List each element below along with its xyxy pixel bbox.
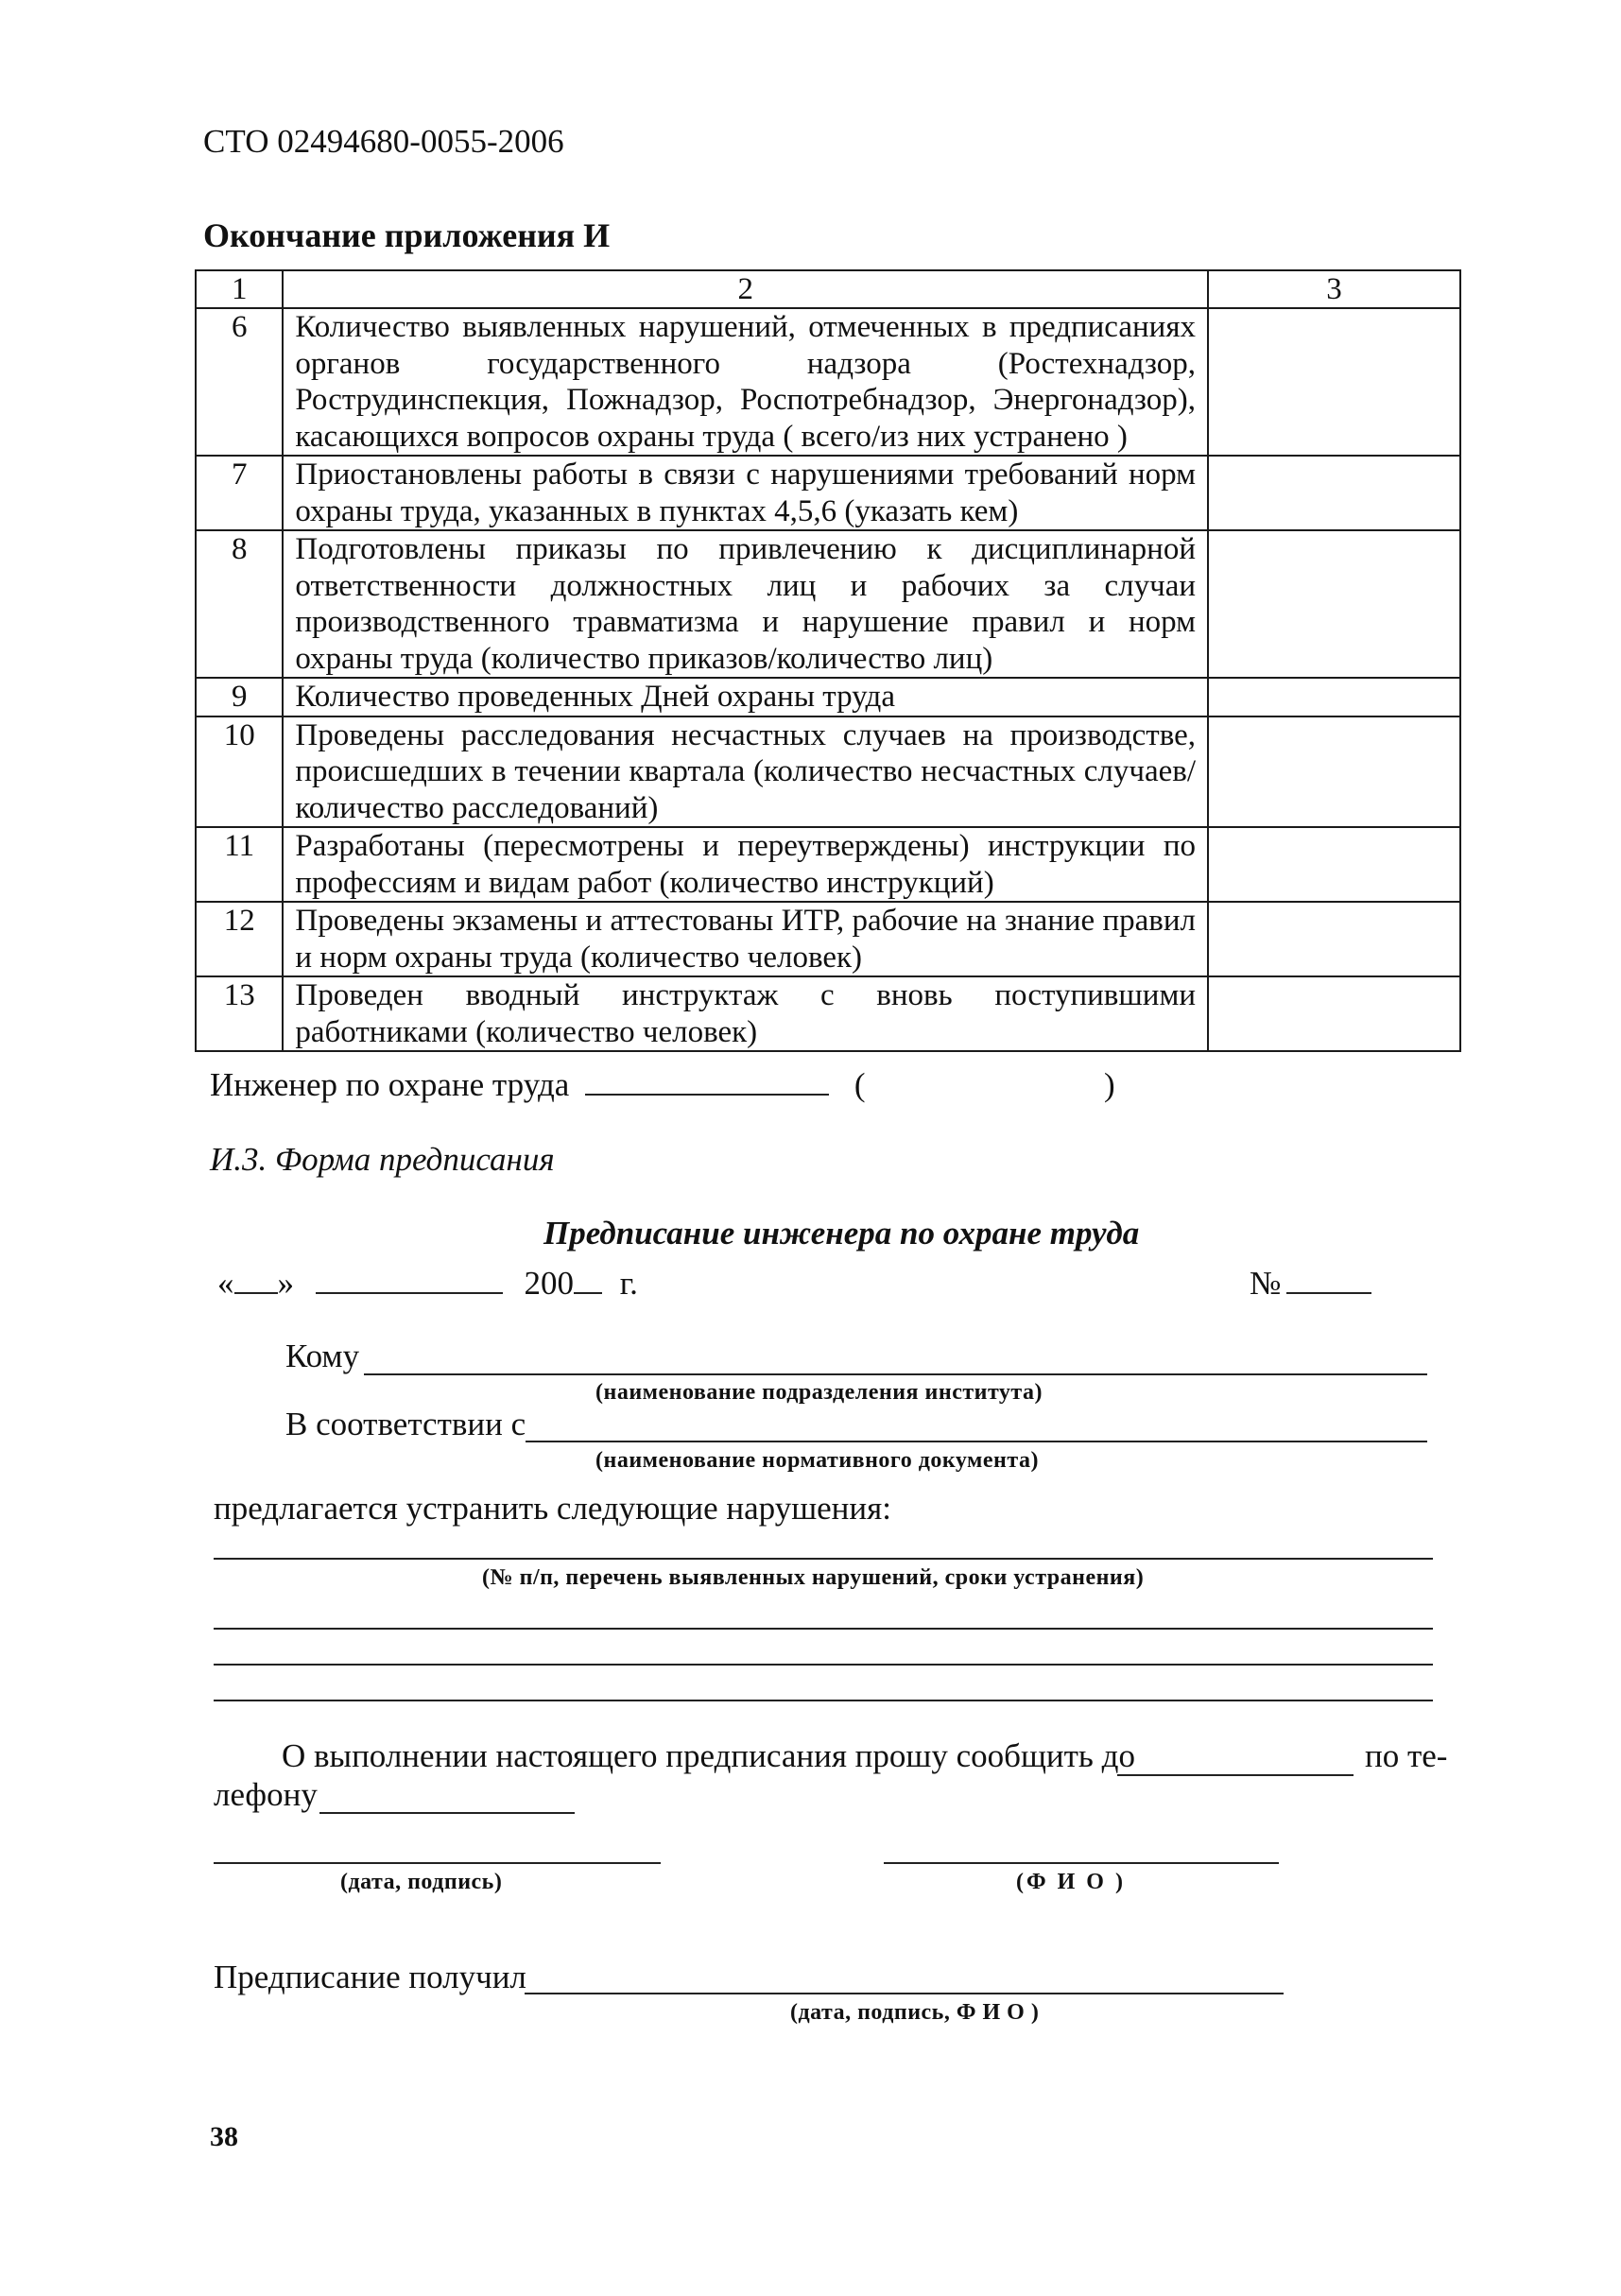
- received-line[interactable]: [525, 1993, 1284, 1994]
- table-row: [196, 678, 1460, 716]
- fio-caption: (Ф И О ): [1016, 1870, 1126, 1894]
- column-header-3: 3: [1208, 270, 1460, 308]
- table-row: [196, 716, 1460, 828]
- row-value-cell[interactable]: [1208, 678, 1460, 716]
- row-number: 12: [196, 902, 283, 976]
- document-code: СТО 02494680-0055-2006: [203, 123, 564, 160]
- table-row: [196, 827, 1460, 902]
- accordance-label: В соответствии с: [285, 1406, 526, 1442]
- row-value-cell[interactable]: [1208, 308, 1460, 456]
- row-number: 7: [196, 456, 283, 530]
- date-close-quote: »: [277, 1265, 294, 1302]
- row-description: Подготовлены приказы по привлечению к дисциплинарной ответственности должностных лиц и рабочих за случаи производственного травматизма и нарушение правил и норм охраны труда (количество приказов/количество лиц): [283, 530, 1208, 678]
- row-description: Количество проведенных Дней охраны труда: [283, 678, 1208, 716]
- table-row: [196, 902, 1460, 976]
- date-signature-line[interactable]: [214, 1862, 661, 1864]
- table-header-row: [196, 270, 1460, 308]
- row-number: 13: [196, 976, 283, 1051]
- date-signature-caption: (дата, подпись): [340, 1870, 503, 1894]
- close-paren: ): [1104, 1066, 1115, 1103]
- row-number: 9: [196, 678, 283, 716]
- row-description: Проведен вводный инструктаж с вновь поступившими работниками (количество человек): [283, 976, 1208, 1051]
- report-table: [195, 269, 1461, 1052]
- row-description: Приостановлены работы в связи с нарушениями требований норм охраны труда, указанных в пунктах 4,5,6 (указать кем): [283, 456, 1208, 530]
- accordance-caption: (наименование нормативного документа): [595, 1448, 1039, 1473]
- violations-line-2[interactable]: [214, 1628, 1433, 1630]
- phone-line[interactable]: [319, 1812, 575, 1814]
- date-line: [217, 1265, 638, 1303]
- report-by-phone: по те-: [1365, 1737, 1448, 1774]
- to-caption: (наименование подразделения института): [595, 1380, 1043, 1405]
- column-header-1: 1: [196, 270, 283, 308]
- violations-line-3[interactable]: [214, 1664, 1433, 1666]
- day-blank[interactable]: [234, 1292, 278, 1294]
- year-blank[interactable]: [574, 1292, 602, 1294]
- to-field-line[interactable]: [364, 1373, 1427, 1375]
- table-row: [196, 976, 1460, 1051]
- date-open-quote: «: [217, 1265, 234, 1302]
- month-blank[interactable]: [316, 1292, 503, 1294]
- year-prefix: 200: [524, 1265, 574, 1302]
- open-paren: (: [854, 1066, 866, 1103]
- row-value-cell[interactable]: [1208, 530, 1460, 678]
- row-number: 8: [196, 530, 283, 678]
- received-label: Предписание получил: [214, 1959, 526, 1995]
- row-number: 10: [196, 716, 283, 828]
- to-label: Кому: [285, 1338, 360, 1374]
- number-blank[interactable]: [1286, 1292, 1371, 1294]
- page-number: 38: [210, 2121, 238, 2152]
- section-title: И.3. Форма предписания: [210, 1141, 555, 1178]
- violations-label: предлагается устранить следующие нарушения:: [214, 1490, 891, 1527]
- appendix-title: Окончание приложения И: [203, 216, 611, 254]
- engineer-signature-blank[interactable]: [585, 1094, 829, 1096]
- form-title: Предписание инженера по охране труда: [543, 1215, 1140, 1252]
- row-description: Проведены экзамены и аттестованы ИТР, рабочие на знание правил и норм охраны труда (количество человек): [283, 902, 1208, 976]
- number-sign: №: [1250, 1265, 1282, 1302]
- report-deadline-line[interactable]: [1117, 1774, 1354, 1776]
- table-row: [196, 456, 1460, 530]
- fio-line[interactable]: [884, 1862, 1279, 1864]
- row-description: Разработаны (пересмотрены и переутверждены) инструкции по профессиям и видам работ (количество инструкций): [283, 827, 1208, 902]
- row-value-cell[interactable]: [1208, 716, 1460, 828]
- violations-line-1[interactable]: [214, 1558, 1433, 1560]
- row-value-cell[interactable]: [1208, 456, 1460, 530]
- row-description: Проведены расследования несчастных случаев на производстве, происшедших в течении квартала (количество несчастных случаев/количество расследований): [283, 716, 1208, 828]
- phone-label: лефону: [214, 1776, 318, 1813]
- engineer-label: Инженер по охране труда: [210, 1066, 570, 1103]
- number-field: [1250, 1265, 1371, 1303]
- table-row: [196, 530, 1460, 678]
- accordance-field-line[interactable]: [526, 1441, 1427, 1442]
- received-caption: (дата, подпись, Ф И О ): [790, 2000, 1040, 2025]
- row-number: 6: [196, 308, 283, 456]
- column-header-2: 2: [283, 270, 1208, 308]
- row-value-cell[interactable]: [1208, 902, 1460, 976]
- table-row: [196, 308, 1460, 456]
- violations-caption: (№ п/п, перечень выявленных нарушений, сроки устранения): [482, 1565, 1145, 1590]
- year-suffix: г.: [619, 1265, 638, 1302]
- report-text: О выполнении настоящего предписания прошу сообщить до: [282, 1737, 1135, 1774]
- row-value-cell[interactable]: [1208, 827, 1460, 902]
- row-number: 11: [196, 827, 283, 902]
- violations-line-4[interactable]: [214, 1700, 1433, 1701]
- engineer-signature-line: [210, 1066, 1115, 1104]
- row-description: Количество выявленных нарушений, отмеченных в предписаниях органов государственного надзора (Ростехнадзор, Рострудинспекция, Пожнадзор, Роспотребнадзор, Энергонадзор), касающихся вопросов охраны труда ( всего/из них устранено ): [283, 308, 1208, 456]
- row-value-cell[interactable]: [1208, 976, 1460, 1051]
